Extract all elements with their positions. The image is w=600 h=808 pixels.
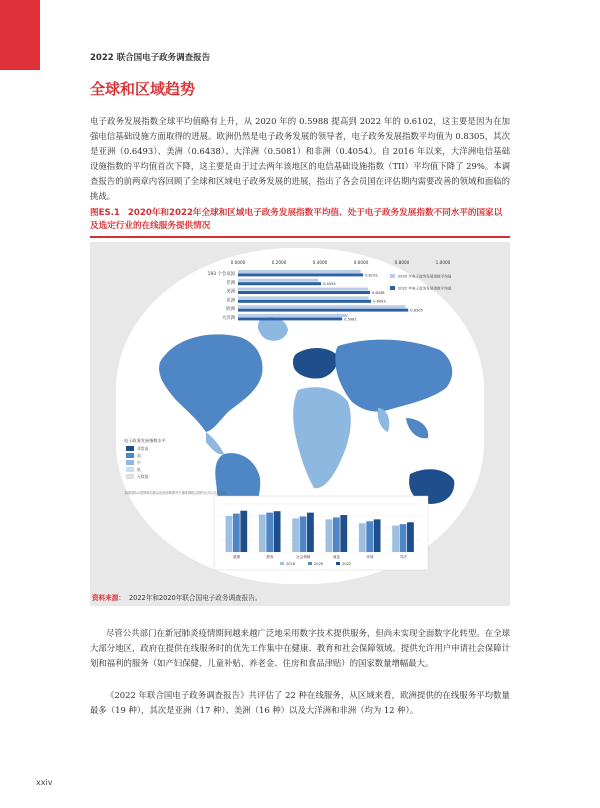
- category-label: 社会保障: [296, 555, 311, 559]
- legend-label-3: 中: [137, 460, 141, 465]
- regional-egdi-bar-chart: [208, 260, 452, 321]
- bar-2020: [333, 517, 340, 552]
- category-label: 美洲: [226, 289, 235, 295]
- bar-2020: [300, 516, 307, 552]
- map-north-america: [159, 334, 262, 432]
- category-label: 环境: [366, 555, 374, 559]
- paragraph-2: 尽管公共部门在新冠肺炎疫情期间越来越广泛地采用数字技术提供服务，但尚未实现全面数字化转型。在全球大部分地区，政府在提供在线服务时的优先工作集中在健康、教育和社会保障领域。提供允许用户申请社会保障计划和福利的服务（如产妇保健、儿童补贴、养老金、住房和食品津贴）的国家数量增幅最大。: [90, 628, 510, 669]
- value-label: 0.6102: [365, 273, 378, 278]
- value-label: 0.6438: [371, 290, 385, 295]
- x-tick-label: 1.0000: [435, 260, 451, 265]
- figure-source: [92, 592, 261, 602]
- bar-2020: [238, 270, 361, 273]
- map-central-america: [206, 432, 224, 454]
- section-title: 全球和区域趋势: [90, 80, 196, 98]
- legend-swatch-2: [126, 453, 134, 458]
- paragraph-3: 《2022 年联合国电子政务调查报告》共评估了 22 种在线服务，从区域来看，欧洲提供的在线服务平均数量最多（19 种），其次是亚洲（17 种）、美洲（16 种）以及大洋洲和非洲（均为 12 种）。: [90, 690, 510, 716]
- x-tick-label: 0.8000: [394, 260, 410, 265]
- x-tick-label: 0.0000: [230, 260, 246, 265]
- legend-swatch: [280, 562, 284, 565]
- bar-2022: [240, 511, 247, 552]
- bar-2022: [340, 515, 347, 552]
- bar-2020: [266, 513, 273, 552]
- bar-2022: [274, 511, 281, 552]
- bar-2018: [259, 515, 266, 552]
- x-tick-label: 0.4000: [312, 260, 328, 265]
- bar-2018: [359, 523, 366, 552]
- bar-2022: [407, 522, 414, 552]
- paragraph-1: 电子政务发展指数全球平均值略有上升，从 2020 年的 0.5988 提高到 2022 年的 0.6102，这主要是因为在加强电信基础设施方面取得的进展。欧洲仍然是电子政务发展的领导者，电子政务发展指数平均值为 0.8305，其次是亚洲（0.6493）、美洲（0.6438）、大洋洲（0.5081）和非洲（0.4054）。自 2016 年以来，大洋洲电信基础设施指数的平均值首次下降，这主要是由于过去两年该地区的电信基础设施指数（TII）平均值下降了 29%。本调查报告的前两章内容回顾了全球和区域电子政务发展的进展，指出了各会员国在评估期内需要改善的领域和面临的挑战。: [90, 116, 510, 202]
- legend-label: 2022 年电子政务发展指数平均值: [398, 286, 452, 291]
- legend-swatch-3: [126, 460, 134, 465]
- running-header: 2022 联合国电子政务调查报告: [90, 53, 211, 63]
- legend-label: 2020: [314, 562, 324, 566]
- page-number: xxiv: [36, 778, 53, 787]
- category-label: 司法: [399, 555, 407, 559]
- bar-2022: [374, 519, 381, 552]
- legend-swatch: [308, 562, 312, 565]
- legend-label-1: 非常高: [137, 446, 149, 451]
- bar-2020: [238, 279, 318, 282]
- bar-2020: [400, 524, 407, 552]
- legend-label: 2018: [286, 562, 296, 566]
- legend-swatch: [390, 286, 395, 290]
- map-greenland: [258, 317, 288, 341]
- bar-2022: [307, 513, 314, 552]
- category-label: 健康: [233, 555, 241, 559]
- bar-2018: [292, 518, 299, 552]
- legend-swatch-4: [126, 467, 134, 472]
- bar-2018: [392, 526, 399, 552]
- bar-2020: [233, 514, 240, 552]
- red-corner-tab: [0, 0, 40, 70]
- online-services-bar-chart: [214, 496, 428, 570]
- value-label: 0.4054: [323, 282, 336, 287]
- map-asia: [335, 340, 452, 412]
- figure-title: 2020年和2022年全球和区域电子政务发展指数平均值、处于电子政务发展指数不同水平的国家以及选定行业的在线服务提供情况: [90, 208, 503, 231]
- value-label: 0.6493: [373, 299, 386, 304]
- legend-swatch-1: [126, 446, 134, 451]
- category-label: 大洋洲: [221, 316, 235, 321]
- bar-2022: [238, 317, 342, 320]
- bar-2022: [238, 273, 363, 276]
- figure-canvas: [90, 242, 510, 606]
- bar-2020: [238, 296, 369, 299]
- x-tick-label: 0.2000: [271, 260, 287, 265]
- bar-2022: [238, 309, 408, 312]
- bar-2022: [238, 291, 370, 294]
- map-note: 本地图所示国界和名称以及所用称谓并不意味着联合国的正式认可或接受。: [124, 491, 230, 495]
- bar-2018: [226, 516, 233, 552]
- source-label: 资料来源：: [92, 594, 125, 602]
- legend-swatch: [336, 562, 340, 565]
- legend-label-2: 高: [137, 453, 141, 458]
- bar-2020: [238, 305, 405, 308]
- category-label: 非洲: [226, 280, 235, 286]
- map-legend-title: 电子政务发展指数水平: [124, 438, 166, 443]
- map-europe: [293, 348, 337, 379]
- legend-label: 2020 年电子政务发展指数平均值: [398, 274, 452, 279]
- bar-2020: [238, 288, 368, 291]
- value-label: 0.5081: [344, 317, 357, 322]
- legend-label-4: 低: [137, 467, 141, 472]
- figure-number: 图ES.1: [90, 208, 120, 218]
- map-legend: [124, 437, 166, 479]
- bar-2022: [238, 282, 321, 285]
- figure-rule: [90, 236, 510, 238]
- category-label: 欧洲: [226, 307, 235, 313]
- bar-2020: [238, 314, 348, 317]
- x-tick-label: 0.6000: [353, 260, 369, 265]
- category-label: 教育: [266, 555, 274, 559]
- legend-swatch: [390, 274, 395, 278]
- category-label: 亚洲: [226, 298, 235, 304]
- bar-2020: [366, 521, 373, 552]
- value-label: 0.8305: [410, 308, 423, 313]
- legend-label: 2022: [342, 562, 352, 566]
- map-africa: [293, 387, 351, 488]
- map-south-asia: [378, 408, 390, 432]
- map-southeast-asia: [406, 418, 428, 438]
- legend-swatch-5: [126, 474, 134, 479]
- category-label: 就业: [333, 555, 341, 559]
- bar-2022: [238, 300, 371, 303]
- figure-heading: [90, 207, 510, 232]
- legend-label-5: 无数据: [137, 474, 149, 479]
- figure-es1: [90, 242, 510, 606]
- category-label: 193 个会员国: [207, 272, 235, 277]
- bar-2018: [326, 519, 333, 552]
- source-text: 2022年和2020年联合国电子政务调查报告。: [128, 594, 262, 602]
